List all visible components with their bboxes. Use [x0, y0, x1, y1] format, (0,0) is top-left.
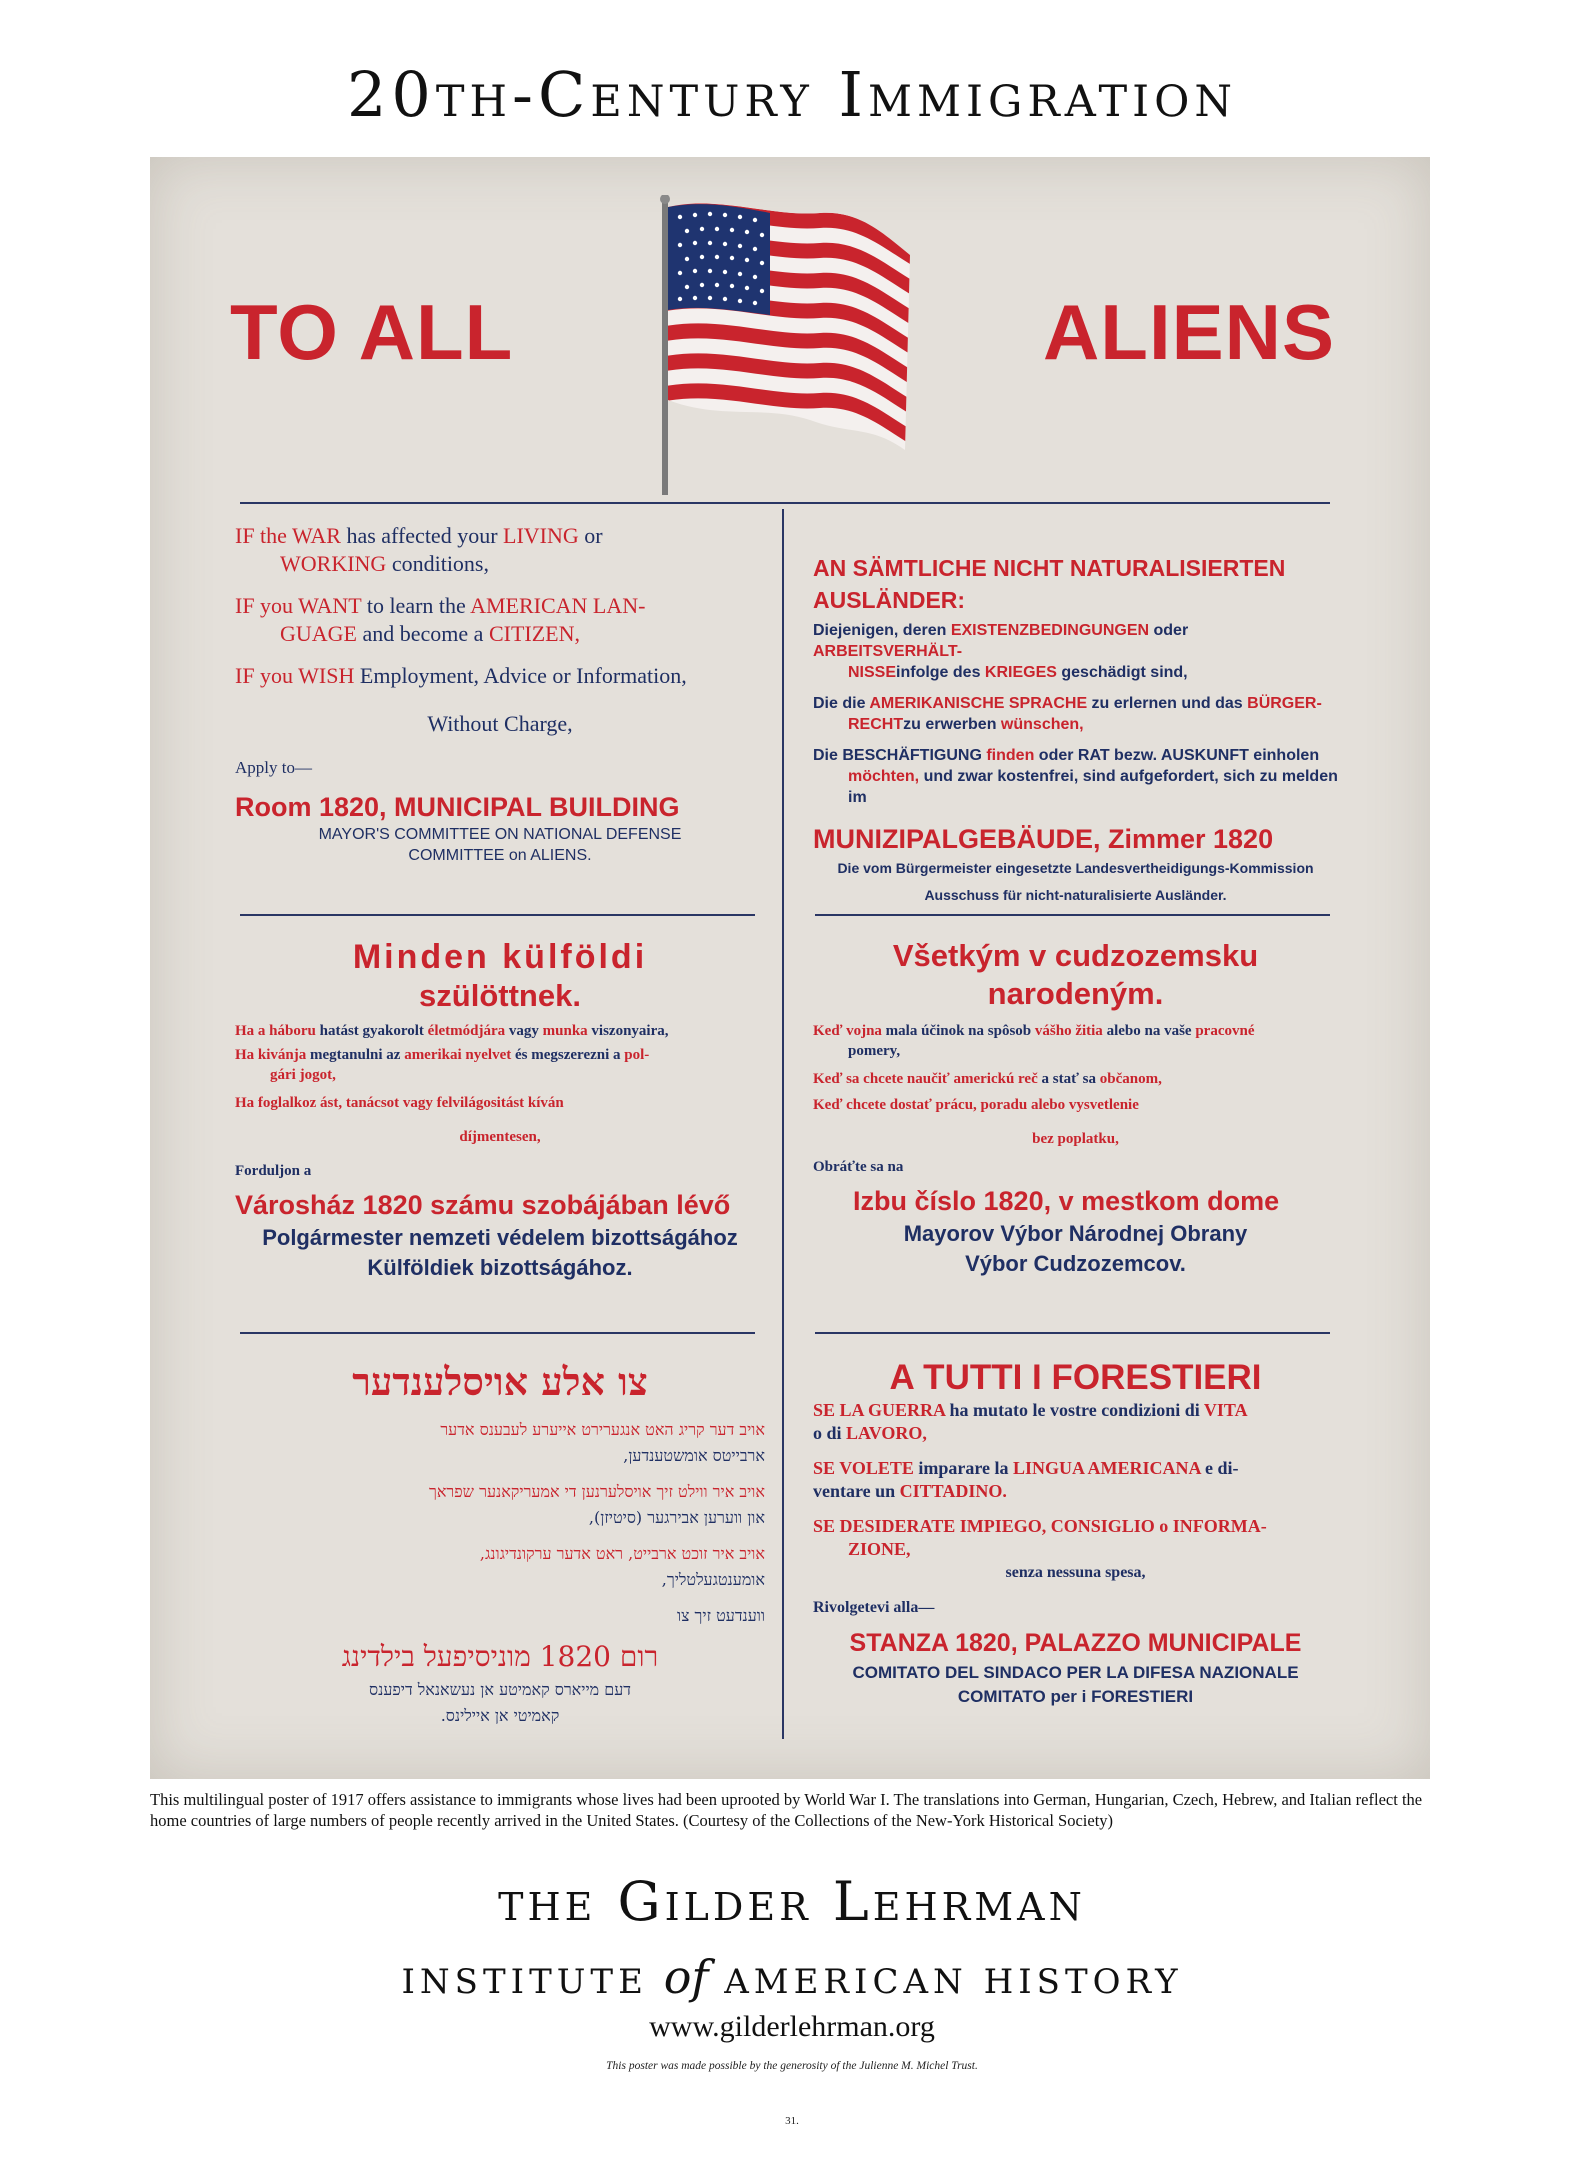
text: LAVORO, — [846, 1423, 927, 1443]
text: wünschen, — [1000, 716, 1084, 733]
headline-to-all: TO ALL — [230, 288, 514, 376]
yiddish-panel — [235, 1357, 765, 1729]
text: WORKING — [280, 551, 387, 576]
text: COMITATO per i FORESTIERI — [957, 1687, 1194, 1706]
text: mala účinok na spôsob — [881, 1023, 1035, 1039]
divider-center — [782, 509, 784, 1739]
text: a stať sa — [1037, 1071, 1100, 1087]
german-heading: AN SÄMTLICHE NICHT NATURALISIERTEN AUSLÄNDER: — [813, 555, 1286, 613]
website-url: www.gilderlehrman.org — [649, 2010, 935, 2043]
text: életmódjára — [427, 1023, 506, 1039]
text: and become a — [357, 621, 489, 646]
italian-room: STANZA 1820, PALAZZO MUNICIPALE — [849, 1629, 1302, 1657]
text: COMMITTEE on ALIENS. — [408, 847, 592, 864]
text: BÜRGER- — [1247, 695, 1322, 712]
text: קאמיטי אן איילינס. — [440, 1706, 560, 1725]
text: möchten, — [848, 768, 920, 785]
text: SE DESIDERATE IMPIEGO, CONSIGLIO o INFORMA- — [813, 1516, 1267, 1536]
text: IF you — [235, 593, 299, 618]
hungarian-panel — [235, 937, 765, 1283]
text: dostať prácu, poradu alebo vysvetlenie — [889, 1097, 1139, 1113]
slovak-heading-1: Všetkým v cudzozemsku — [892, 938, 1259, 973]
credit-line: This poster was made possible by the generosity of the Julienne M. Michel Trust. — [606, 2060, 978, 2072]
text: Keď — [813, 1023, 847, 1039]
text: amerikai nyelvet — [404, 1047, 512, 1063]
text: MAYOR'S COMMITTEE ON NATIONAL DEFENSE — [318, 826, 682, 843]
text: GUAGE — [280, 621, 357, 646]
text: oder RAT bezw. AUSKUNFT einholen — [1034, 747, 1320, 764]
italian-heading: A TUTTI I FORESTIERI — [889, 1358, 1262, 1397]
divider-right-1 — [815, 914, 1330, 916]
text: ווענדעט זיך צו — [676, 1606, 765, 1625]
text: Ausschuss für nicht-naturalisierte Ausländer. — [924, 887, 1227, 903]
text: Výbor Cudzozemcov. — [965, 1251, 1186, 1276]
institute-subtitle — [0, 1950, 1584, 2004]
text: Obráťte sa na — [813, 1159, 904, 1175]
text: Polgármester nemzeti védelem bizottságához — [262, 1225, 738, 1250]
text: of — [663, 1950, 709, 2004]
divider-top — [240, 502, 1330, 504]
text: Mayorov Výbor Národnej Obrany — [903, 1221, 1248, 1246]
divider-right-2 — [815, 1332, 1330, 1334]
divider-left-1 — [240, 914, 755, 916]
text: alebo na vaše — [1102, 1023, 1196, 1039]
text: ha mutato le vostre condizioni di — [945, 1400, 1204, 1420]
text: און ווערען אבירגער (סיטיזן), — [588, 1508, 765, 1527]
text: INSTITUTE — [401, 1962, 664, 2002]
text: RECHT — [848, 716, 904, 733]
text: ZIONE, — [848, 1539, 911, 1559]
text: IF you WISH — [235, 663, 355, 688]
text: Külföldiek bizottságához. — [367, 1255, 633, 1280]
text: senza nessuna spesa, — [1005, 1564, 1146, 1581]
american-flag-icon — [660, 195, 920, 495]
hungarian-heading-1: Minden külföldi — [352, 938, 648, 976]
yiddish-heading: צו אלע אויסלענדער — [352, 1359, 648, 1404]
text: conditions, — [386, 551, 489, 576]
text: Ha foglalkoz ást, tanácsot vagy felvilágositást kíván — [235, 1095, 564, 1111]
text: SE VOLETE — [813, 1458, 914, 1478]
text: Rivolgetevi alla— — [813, 1599, 935, 1616]
text: AMERIKANISCHE SPRACHE — [869, 695, 1088, 712]
text: imparare la — [913, 1458, 1014, 1478]
text: SE LA GUERRA — [813, 1400, 946, 1420]
text: e di- — [1200, 1458, 1239, 1478]
english-room: Room 1820, MUNICIPAL BUILDING — [235, 792, 680, 822]
image-caption: This multilingual poster of 1917 offers assistance to immigrants whose lives had been uprooted by World War I. The translations into German, Hungarian, Czech, Hebrew, and Italian reflect the home countries of large numbers of people recently arrived in the United States. (Courtesy of the Collections of the New-York Historical Society) — [150, 1790, 1423, 1830]
text: CITTADINO. — [899, 1481, 1007, 1501]
text: Ha a háboru — [235, 1023, 316, 1039]
text: Keď chcete — [813, 1097, 890, 1113]
text: megtanulni az — [306, 1047, 405, 1063]
text: Apply to— — [235, 758, 312, 777]
divider-left-2 — [240, 1332, 755, 1334]
text: VITA — [1203, 1400, 1248, 1420]
text: gári jogot, — [270, 1067, 336, 1083]
text: díjmentesen, — [459, 1129, 541, 1145]
text: vojna — [846, 1023, 882, 1039]
text: és megszerezni a — [511, 1047, 625, 1063]
text: Employment, Advice or Information, — [354, 663, 687, 688]
headline-aliens: ALIENS — [1042, 288, 1335, 376]
text: אויב איר ווילט זיך אויסלערנען די אמעריקאנער שפראך — [428, 1482, 765, 1501]
text: und zwar kostenfrei, sind aufgefordert, sich zu melden im — [848, 768, 1338, 806]
slovak-heading-2: narodeným. — [987, 976, 1164, 1011]
text: Diejenigen, deren — [813, 622, 951, 639]
text: infolge des — [896, 664, 985, 681]
text: oder — [1149, 622, 1189, 639]
hungarian-room: Városház 1820 számu szobájában lévő — [235, 1190, 731, 1220]
text: finden — [986, 747, 1035, 764]
text: Die vom Bürgermeister eingesetzte Landesvertheidigungs-Kommission — [837, 860, 1314, 876]
text: ארבייטס אומשטענדען, — [623, 1446, 765, 1465]
text: has affected your — [340, 523, 504, 548]
text: pomery, — [848, 1043, 901, 1059]
text: munka — [542, 1023, 588, 1039]
text: אויב דער קריג האט אנגערירט אייערע לעבענס אדער — [440, 1420, 765, 1439]
text: občanom, — [1099, 1071, 1162, 1087]
institute-name: the Gilder Lehrman — [498, 1870, 1086, 1933]
slovak-panel — [813, 937, 1338, 1279]
text: LIVING — [503, 523, 579, 548]
text: zu erwerben — [903, 716, 1001, 733]
text: Die BESCHÄFTIGUNG — [813, 747, 987, 764]
text: to learn the — [361, 593, 471, 618]
yiddish-room: רום 1820 מוניסיפעל בילדינג — [341, 1640, 659, 1673]
text: LINGUA AMERICANA — [1013, 1458, 1201, 1478]
text: vášho žitia — [1034, 1023, 1103, 1039]
page-number: 31. — [785, 2115, 799, 2127]
text: WANT — [298, 593, 362, 618]
german-panel — [813, 552, 1338, 906]
slovak-room: Izbu číslo 1820, v mestkom dome — [853, 1186, 1280, 1216]
text: אויב איר זוכט ארבייט, ראט אדער ערקונדיגונג, — [479, 1544, 765, 1563]
text: Without Charge, — [427, 711, 573, 736]
text: ventare un — [813, 1481, 900, 1501]
text: IF the — [235, 523, 293, 548]
text: naučiť americkú reč — [906, 1071, 1038, 1087]
text: WAR — [292, 523, 341, 548]
text: NISSE — [848, 664, 897, 681]
text: דעם מייארס קאמיטע אן נעשאנאל דיפענס — [369, 1680, 631, 1699]
text: Forduljon a — [235, 1163, 312, 1179]
text: geschädigt sind, — [1056, 664, 1188, 681]
poster-image — [150, 157, 1430, 1779]
text: EXISTENZBEDINGUNGEN — [950, 622, 1150, 639]
text: Keď sa chcete — [813, 1071, 907, 1087]
text: CITIZEN, — [488, 621, 580, 646]
text: Ha kivánja — [235, 1047, 307, 1063]
text: AMERICAN HISTORY — [708, 1962, 1183, 2002]
text: o di — [813, 1423, 847, 1443]
italian-panel — [813, 1357, 1338, 1709]
text: pracovné — [1195, 1023, 1255, 1039]
page-title: 20th-Century Immigration — [346, 58, 1238, 131]
text: AMERICAN LAN- — [470, 593, 646, 618]
text: zu erlernen und das — [1087, 695, 1248, 712]
text: אומענטגעלטליך, — [661, 1570, 765, 1589]
text: KRIEGES — [984, 664, 1057, 681]
text: viszonyaira, — [587, 1023, 669, 1039]
text: or — [578, 523, 603, 548]
text: COMITATO DEL SINDACO PER LA DIFESA NAZIONALE — [852, 1663, 1299, 1682]
text: Die die — [813, 695, 870, 712]
english-panel — [235, 522, 765, 866]
text: hatást gyakorolt — [315, 1023, 428, 1039]
german-room: MUNIZIPALGEBÄUDE, Zimmer 1820 — [813, 824, 1274, 854]
text: pol- — [624, 1047, 650, 1063]
text: bez poplatku, — [1032, 1131, 1119, 1147]
hungarian-heading-2: szülöttnek. — [419, 978, 581, 1013]
text: vagy — [505, 1023, 543, 1039]
text: ARBEITSVERHÄLT- — [813, 643, 963, 660]
